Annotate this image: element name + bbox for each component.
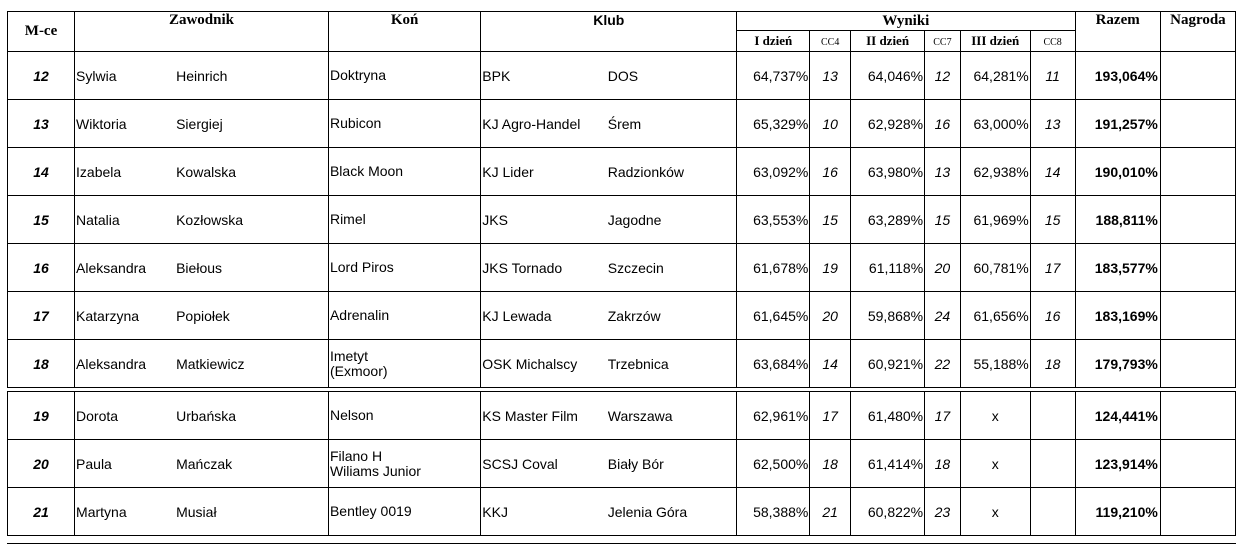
day2-score: 60,921% — [851, 340, 925, 388]
day1-score: 61,645% — [737, 292, 810, 340]
table-row — [8, 100, 1236, 148]
cc8-rank: 11 — [1030, 52, 1075, 100]
day3-score: x — [960, 440, 1030, 488]
total-score: 190,010% — [1075, 148, 1160, 196]
rider-first-name: Dorota — [75, 392, 177, 440]
day2-score: 62,928% — [851, 100, 925, 148]
table-row — [8, 340, 1236, 388]
day1-score: 63,553% — [737, 196, 810, 244]
place-cell: 18 — [8, 340, 75, 388]
horse-name: Rubicon — [329, 115, 382, 131]
day1-score: 62,500% — [737, 440, 810, 488]
day3-score: 60,781% — [960, 244, 1030, 292]
horse-cell — [328, 196, 480, 244]
results-table — [7, 11, 1236, 536]
day3-score: 63,000% — [960, 100, 1030, 148]
cc4-rank: 10 — [810, 100, 851, 148]
day2-score: 59,868% — [851, 292, 925, 340]
rider-first-name: Wiktoria — [75, 100, 177, 148]
club-city: DOS — [608, 52, 737, 100]
club-name: KS Master Film — [481, 392, 608, 440]
day2-score: 61,414% — [851, 440, 925, 488]
total-score: 179,793% — [1075, 340, 1160, 388]
day1-score: 63,684% — [737, 340, 810, 388]
header-prize: Nagroda — [1160, 12, 1235, 52]
total-score: 183,577% — [1075, 244, 1160, 292]
header-horse: Koń — [328, 12, 480, 52]
horse-name-line2: Wiliams Junior — [329, 462, 421, 479]
rider-first-name: Aleksandra — [75, 244, 177, 292]
cc7-rank: 18 — [925, 440, 961, 488]
rider-last-name: Kozłowska — [176, 196, 328, 244]
horse-name: Bentley 0019 — [329, 503, 412, 519]
club-city: Trzebnica — [608, 340, 737, 388]
day3-score: 55,188% — [960, 340, 1030, 388]
day3-score: x — [960, 488, 1030, 536]
cc7-rank: 22 — [925, 340, 961, 388]
rider-first-name: Izabela — [75, 148, 177, 196]
rider-last-name: Biełous — [176, 244, 328, 292]
horse-name: Black Moon — [329, 163, 404, 179]
horse-cell — [328, 148, 480, 196]
cc4-rank: 17 — [810, 392, 851, 440]
day3-score: x — [960, 392, 1030, 440]
horse-name: Lord Piros — [329, 259, 394, 275]
day2-score: 60,822% — [851, 488, 925, 536]
cc4-rank: 16 — [810, 148, 851, 196]
header-cc8: CC8 — [1030, 31, 1075, 52]
club-city: Jelenia Góra — [608, 488, 737, 536]
rider-last-name: Heinrich — [176, 52, 328, 100]
cc4-rank: 14 — [810, 340, 851, 388]
rider-first-name: Katarzyna — [75, 292, 177, 340]
prize-cell — [1160, 440, 1235, 488]
rider-last-name: Siergiej — [176, 100, 328, 148]
header-day3: III dzień — [960, 31, 1030, 52]
day1-score: 62,961% — [737, 392, 810, 440]
club-name: KJ Agro-Handel — [481, 100, 608, 148]
header-day2: II dzień — [851, 31, 925, 52]
horse-name: Adrenalin — [329, 307, 390, 323]
rider-first-name: Aleksandra — [75, 340, 177, 388]
horse-name: Imetyt — [329, 347, 369, 364]
cc4-rank: 18 — [810, 440, 851, 488]
total-score: 123,914% — [1075, 440, 1160, 488]
club-city: Radzionków — [608, 148, 737, 196]
cc8-rank: 14 — [1030, 148, 1075, 196]
day2-score: 63,980% — [851, 148, 925, 196]
club-city: Warszawa — [608, 392, 737, 440]
club-name: BPK — [481, 52, 608, 100]
total-score: 183,169% — [1075, 292, 1160, 340]
place-cell: 13 — [8, 100, 75, 148]
place-cell: 16 — [8, 244, 75, 292]
day3-score: 64,281% — [960, 52, 1030, 100]
header-cc4: CC4 — [810, 31, 851, 52]
horse-cell — [328, 392, 480, 440]
header-results: Wyniki — [737, 12, 1075, 31]
cc8-rank: 17 — [1030, 244, 1075, 292]
place-cell: 15 — [8, 196, 75, 244]
day3-score: 62,938% — [960, 148, 1030, 196]
day1-score: 61,678% — [737, 244, 810, 292]
table-row — [8, 244, 1236, 292]
header-rider: Zawodnik — [75, 12, 329, 52]
club-city: Biały Bór — [608, 440, 737, 488]
horse-cell — [328, 52, 480, 100]
cc7-rank: 20 — [925, 244, 961, 292]
total-score: 119,210% — [1075, 488, 1160, 536]
day1-score: 64,737% — [737, 52, 810, 100]
club-city: Śrem — [608, 100, 737, 148]
horse-name-line2: (Exmoor) — [329, 362, 388, 379]
cc4-rank: 19 — [810, 244, 851, 292]
prize-cell — [1160, 244, 1235, 292]
day2-score: 61,480% — [851, 392, 925, 440]
horse-name: Nelson — [329, 407, 374, 423]
cc7-rank: 12 — [925, 52, 961, 100]
prize-cell — [1160, 488, 1235, 536]
club-name: KJ Lewada — [481, 292, 608, 340]
horse-name: Filano H — [329, 447, 383, 464]
total-score: 124,441% — [1075, 392, 1160, 440]
horse-cell — [328, 100, 480, 148]
day2-score: 61,118% — [851, 244, 925, 292]
header-cc7: CC7 — [925, 31, 961, 52]
club-city: Szczecin — [608, 244, 737, 292]
cc4-rank: 21 — [810, 488, 851, 536]
place-cell: 17 — [8, 292, 75, 340]
rider-last-name: Musiał — [176, 488, 328, 536]
place-cell: 21 — [8, 488, 75, 536]
cc7-rank: 16 — [925, 100, 961, 148]
header-total: Razem — [1075, 12, 1160, 52]
day1-score: 63,092% — [737, 148, 810, 196]
club-city: Jagodne — [608, 196, 737, 244]
cc4-rank: 15 — [810, 196, 851, 244]
header-place: M-ce — [8, 12, 75, 52]
rider-last-name: Urbańska — [176, 392, 328, 440]
rider-first-name: Sylwia — [75, 52, 177, 100]
header-day1: I dzień — [737, 31, 810, 52]
horse-cell — [328, 488, 480, 536]
table-row — [8, 196, 1236, 244]
rider-last-name: Kowalska — [176, 148, 328, 196]
prize-cell — [1160, 340, 1235, 388]
table-row — [8, 440, 1236, 488]
club-city: Zakrzów — [608, 292, 737, 340]
rider-last-name: Mańczak — [176, 440, 328, 488]
day1-score: 58,388% — [737, 488, 810, 536]
place-cell: 12 — [8, 52, 75, 100]
club-name: SCSJ Coval — [481, 440, 608, 488]
place-cell: 20 — [8, 440, 75, 488]
cc4-rank: 13 — [810, 52, 851, 100]
club-name: JKS — [481, 196, 608, 244]
horse-cell — [328, 244, 480, 292]
prize-cell — [1160, 292, 1235, 340]
total-score: 188,811% — [1075, 196, 1160, 244]
prize-cell — [1160, 196, 1235, 244]
day3-score: 61,969% — [960, 196, 1030, 244]
horse-name: Doktryna — [329, 67, 386, 83]
prize-cell — [1160, 148, 1235, 196]
prize-cell — [1160, 392, 1235, 440]
cc7-rank: 17 — [925, 392, 961, 440]
club-name: JKS Tornado — [481, 244, 608, 292]
table-row — [8, 52, 1236, 100]
results-body — [8, 52, 1236, 536]
header-club: Klub — [481, 12, 737, 52]
rider-last-name: Matkiewicz — [176, 340, 328, 388]
table-row — [8, 392, 1236, 440]
horse-cell — [328, 440, 480, 488]
bottom-divider — [7, 543, 1236, 544]
rider-first-name: Natalia — [75, 196, 177, 244]
cc7-rank: 24 — [925, 292, 961, 340]
cc8-rank: 13 — [1030, 100, 1075, 148]
cc8-rank: 16 — [1030, 292, 1075, 340]
club-name: KJ Lider — [481, 148, 608, 196]
cc4-rank: 20 — [810, 292, 851, 340]
horse-cell — [328, 340, 480, 388]
cc8-rank: 18 — [1030, 340, 1075, 388]
cc8-rank — [1030, 392, 1075, 440]
cc7-rank: 23 — [925, 488, 961, 536]
cc8-rank — [1030, 488, 1075, 536]
rider-first-name: Paula — [75, 440, 177, 488]
club-name: OSK Michalscy — [481, 340, 608, 388]
day1-score: 65,329% — [737, 100, 810, 148]
day2-score: 64,046% — [851, 52, 925, 100]
table-row — [8, 488, 1236, 536]
rider-last-name: Popiołek — [176, 292, 328, 340]
prize-cell — [1160, 100, 1235, 148]
total-score: 191,257% — [1075, 100, 1160, 148]
cc8-rank: 15 — [1030, 196, 1075, 244]
table-row — [8, 148, 1236, 196]
cc7-rank: 13 — [925, 148, 961, 196]
cc7-rank: 15 — [925, 196, 961, 244]
prize-cell — [1160, 52, 1235, 100]
place-cell: 14 — [8, 148, 75, 196]
table-row — [8, 292, 1236, 340]
total-score: 193,064% — [1075, 52, 1160, 100]
day2-score: 63,289% — [851, 196, 925, 244]
club-name: KKJ — [481, 488, 608, 536]
horse-cell — [328, 292, 480, 340]
place-cell: 19 — [8, 392, 75, 440]
day3-score: 61,656% — [960, 292, 1030, 340]
horse-name: Rimel — [329, 211, 366, 227]
cc8-rank — [1030, 440, 1075, 488]
rider-first-name: Martyna — [75, 488, 177, 536]
